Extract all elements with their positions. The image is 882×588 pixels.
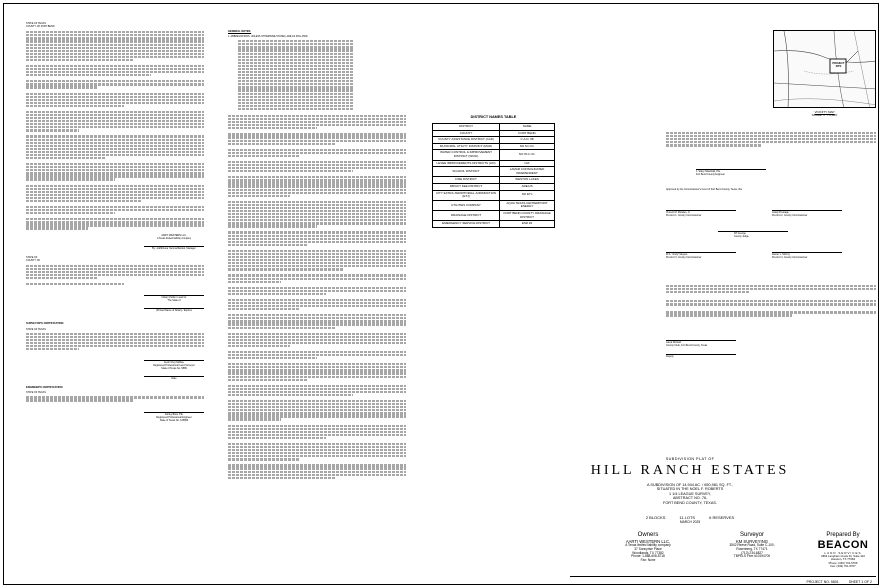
notary-state-of: The State of bbox=[167, 299, 181, 303]
commissioner-1-title: Precinct 1, County Commissioner bbox=[666, 214, 702, 217]
name-header-cell: NAME bbox=[500, 124, 555, 131]
county-heading: COUNTY OF FORT BEND bbox=[26, 25, 55, 29]
district-row bbox=[433, 130, 555, 137]
commissioner-2-title: Precinct 2, County Commissioner bbox=[772, 214, 808, 217]
county-clerk-title: County Clerk, Fort Bend County, Texas bbox=[666, 344, 708, 347]
district-row bbox=[433, 200, 555, 210]
beacon-tagline: LAND SERVICES bbox=[824, 551, 862, 555]
district-row bbox=[433, 160, 555, 167]
vicinity-map-caption bbox=[773, 111, 876, 118]
district-type-cell: MUNICIPAL UTILITY DISTRICT (MUD) bbox=[433, 143, 500, 150]
engineer-cert-title: Registered Professional Engineer bbox=[156, 415, 192, 419]
county-clerk-name: Laura Richard bbox=[666, 341, 682, 344]
district-name-cell: N/A bbox=[500, 160, 555, 167]
district-name-cell: LAMAR CONSOLIDATED INDEPENDENT bbox=[500, 167, 555, 177]
district-name-cell: ESD #4 bbox=[500, 221, 555, 228]
engineer-cert-text bbox=[26, 396, 204, 401]
district-table-title: DISTRICT NAMES TABLE bbox=[470, 115, 517, 119]
general-notes-title: GENERAL NOTES: bbox=[228, 30, 252, 33]
engineer-signature bbox=[26, 406, 204, 422]
district-type-cell: DRAINAGE DISTRICT bbox=[433, 210, 500, 220]
district-name-cell: C.A.D. #8 bbox=[500, 137, 555, 144]
surveyor-cert-number: State of Texas No. 5889 bbox=[161, 367, 187, 371]
owner-company-sub: A Texas limited liability company bbox=[156, 236, 192, 240]
notary-signature bbox=[26, 289, 204, 312]
district-type-cell: UTILITIES COMPANY bbox=[433, 200, 500, 210]
plat-description bbox=[570, 483, 810, 505]
prepared-by-block bbox=[806, 540, 879, 568]
plat-title: HILL RANCH ESTATES bbox=[590, 463, 790, 478]
project-number: PROJECT NO. 5801 bbox=[806, 579, 839, 584]
district-type-cell: COUNTY ASSISTANCE DISTRICT (CAD) bbox=[433, 137, 500, 144]
dedication-column bbox=[26, 22, 204, 582]
vicinity-map-title: VICINITY MAP bbox=[814, 110, 835, 114]
notary-county: COUNTY OF bbox=[26, 258, 41, 262]
surveyor-firm-name: KM SURVEYING bbox=[735, 539, 769, 544]
district-type-cell: CITY EXTRA-TERRITORIAL JURISDICTION (ETJ) bbox=[433, 190, 500, 200]
notary-text bbox=[26, 265, 204, 286]
district-type-cell: WATER CONTROL & IMPROVEMENT DISTRICT (WCID) bbox=[433, 150, 500, 160]
surveyor-cert-title: Registered Professional Land Surveyor bbox=[153, 364, 195, 368]
general-notes-text bbox=[228, 115, 406, 479]
district-row bbox=[433, 221, 555, 228]
sheet-footer bbox=[570, 576, 876, 585]
district-names-table bbox=[432, 123, 555, 228]
plat-desc-line-3: 1 1/4 LEAGUE SURVEY, bbox=[668, 491, 712, 496]
surveyor-block bbox=[708, 531, 796, 559]
engineer-cert-name: Ashley Blow, P.E. bbox=[164, 412, 184, 416]
reserves-count: 6 RESERVES bbox=[709, 515, 735, 520]
owners-block bbox=[604, 531, 692, 563]
owners-role: Owners bbox=[637, 532, 659, 538]
surveyor-cert-name: Kevin Drey McRee bbox=[164, 361, 184, 365]
lots-count: 11 LOTS bbox=[679, 515, 696, 520]
district-type-cell: SCHOOL DISTRICT bbox=[433, 167, 500, 177]
commissioner-1-name: Vincent M. Morales, Jr. bbox=[666, 211, 691, 214]
district-name-cell: AREA B bbox=[500, 183, 555, 190]
district-row bbox=[433, 167, 555, 177]
district-type-cell: LEVEE IMPROVEMENTS DISTRICTS (LID) bbox=[433, 160, 500, 167]
sheet-number: SHEET 1 OF 2 bbox=[848, 579, 872, 584]
district-type-cell: COUNTY bbox=[433, 130, 500, 137]
county-engineer-title: Fort Bend County Engineer bbox=[696, 173, 725, 176]
district-name-cell: NO ETJ bbox=[500, 190, 555, 200]
plat-desc-line-4: ABSTRACT NO. 76, bbox=[672, 496, 708, 501]
state-heading: STATE OF TEXAS bbox=[26, 22, 46, 25]
district-type-cell: EMERGENCY SERVICE DISTRICT bbox=[433, 221, 500, 228]
surveyor-role: Surveyor bbox=[739, 532, 764, 538]
county-engineer-certificate bbox=[666, 132, 876, 152]
engineer-cert-heading: ENGINEER'S CERTIFICATION bbox=[26, 386, 63, 390]
vicinity-map bbox=[773, 30, 876, 108]
prepared-phone: Phone: (346) 701-5706 bbox=[828, 560, 858, 565]
surveyor-address-1: 3502 Reese Road, Suite C-100, bbox=[729, 543, 775, 547]
commissioner-3-name: W.A. "Andy" Meyers bbox=[666, 253, 688, 256]
plat-desc-line-2: SITUATED IN THE NOEL F. ROBERTS bbox=[656, 487, 724, 492]
district-table-header bbox=[433, 124, 555, 131]
plat-desc-line-5: FORT BEND COUNTY, TEXAS. bbox=[663, 500, 717, 505]
district-name-cell: NO M.U.D. bbox=[500, 143, 555, 150]
plat-sheet bbox=[3, 3, 879, 585]
district-name-cell: FORT BEND COUNTY DRAINAGE DISTRICT bbox=[500, 210, 555, 220]
county-judge-name: KP George bbox=[734, 232, 746, 235]
owners-address-1: 37 Sunnyrise Place bbox=[634, 546, 662, 551]
county-engineer-name: J. Stacy Slawinski, P.E. bbox=[696, 170, 721, 173]
commissioner-2-name: Grady Prestage bbox=[772, 211, 789, 214]
district-type-cell: FIRE DISTRICT bbox=[433, 177, 500, 184]
surveyor-cert-state: STATE OF TEXAS bbox=[26, 327, 46, 331]
district-name-cell: FORT BEND bbox=[500, 130, 555, 137]
prepared-address-1: 1894 Langham Creek Dr, Suite 410 bbox=[821, 554, 865, 558]
owners-name: AARTI WESTERN LLC, bbox=[625, 539, 671, 544]
prepared-by-role: Prepared By bbox=[826, 532, 860, 538]
district-name-cell: NO W.C.I.D. bbox=[500, 150, 555, 160]
engineer-cert-number: State of Texas No. 135896 bbox=[159, 418, 189, 422]
district-row bbox=[433, 183, 555, 190]
engineer-cert-state: STATE OF TEXAS bbox=[26, 391, 46, 395]
district-row bbox=[433, 150, 555, 160]
owners-fax: Fax: None bbox=[640, 558, 656, 563]
notary-printed-name: (Printed Name of Notary / Expires bbox=[156, 309, 192, 313]
plat-date: MARCH 2025 bbox=[679, 520, 701, 524]
district-row bbox=[433, 190, 555, 200]
dedication-text bbox=[26, 31, 204, 229]
district-header-cell: DISTRICT bbox=[433, 124, 500, 131]
prepared-by-role-block bbox=[799, 531, 879, 539]
abbreviations-list bbox=[228, 40, 353, 110]
district-name-cell: AQUA TEXAS CENTERPOINT ENERGY bbox=[500, 200, 555, 210]
commissioner-3-title: Precinct 3, County Commissioner bbox=[666, 256, 702, 259]
commissioners-approval: Approved by the Commissioner's Court of Fort Bend County, Texas, this bbox=[666, 188, 742, 191]
notary-public: Notary Public in and for bbox=[161, 296, 187, 300]
vicinity-map-scale: SCALE: 1" = 2,000' bbox=[811, 113, 838, 118]
plat-desc-line-1: A SUBDIVISION OF 14.944 AC. / 650,981 SQ. FT., bbox=[647, 483, 733, 487]
prepared-address-2: Houston, TX 77084 bbox=[830, 557, 856, 562]
surveyor-firm-number: TBPELS Firm #10194700 bbox=[733, 554, 771, 559]
prepared-fax: Fax: (346) 701-5707 bbox=[830, 563, 856, 568]
deputy-label: Deputy bbox=[666, 355, 674, 358]
surveyor-cert-text bbox=[26, 333, 204, 351]
surveyor-cert-heading: SURVEYOR'S CERTIFICATION bbox=[26, 322, 64, 326]
owners-address-2: Woodlands, TX 77382 bbox=[632, 550, 664, 555]
owners-phone: Phone: 1-888-608-8718 bbox=[631, 554, 665, 559]
commissioner-4-name: Dexter L. McCoy bbox=[772, 253, 790, 256]
plat-subtitle: SUBDIVISION PLAT OF bbox=[665, 457, 715, 461]
district-row bbox=[433, 210, 555, 220]
district-row bbox=[433, 177, 555, 184]
commissioner-4-title: Precinct 4, County Commissioner bbox=[772, 256, 808, 259]
surveyor-signature bbox=[26, 354, 204, 380]
blocks-count: 2 BLOCKS bbox=[645, 515, 666, 520]
owner-signature bbox=[26, 234, 204, 250]
district-type-cell: IMPACT FEE DISTRICT bbox=[433, 183, 500, 190]
beacon-logo: BEACON bbox=[817, 539, 869, 551]
district-row bbox=[433, 143, 555, 150]
surveyor-address-2: Rosenberg, TX 77471 bbox=[736, 546, 768, 551]
district-name-cell: WESTON LAKES bbox=[500, 177, 555, 184]
surveyor-phone: (713) 234-6827 bbox=[741, 550, 763, 555]
notary-state: STATE OF bbox=[26, 255, 38, 259]
surveyor-date: Date bbox=[171, 377, 177, 381]
district-row bbox=[433, 137, 555, 144]
general-notes-column bbox=[228, 30, 406, 582]
abbreviations-intro: 1. ABBREVIATIONS, UNLESS OTHERWISE STATED, ARE AS FOLLOWS: bbox=[228, 35, 309, 39]
county-judge-title: County Judge bbox=[734, 235, 749, 238]
county-clerk-certificate bbox=[666, 285, 876, 325]
owner-signer: By: Jodhbhuna Yamma Bartlett, Manager bbox=[152, 246, 196, 250]
vicinity-site-label: PROJECT SITE bbox=[832, 62, 845, 68]
vicinity-map-drawing bbox=[774, 31, 876, 108]
owner-company: AARTI WESTERN LLC, bbox=[161, 233, 187, 237]
owners-sub: A Texas limited liability company bbox=[625, 543, 671, 547]
